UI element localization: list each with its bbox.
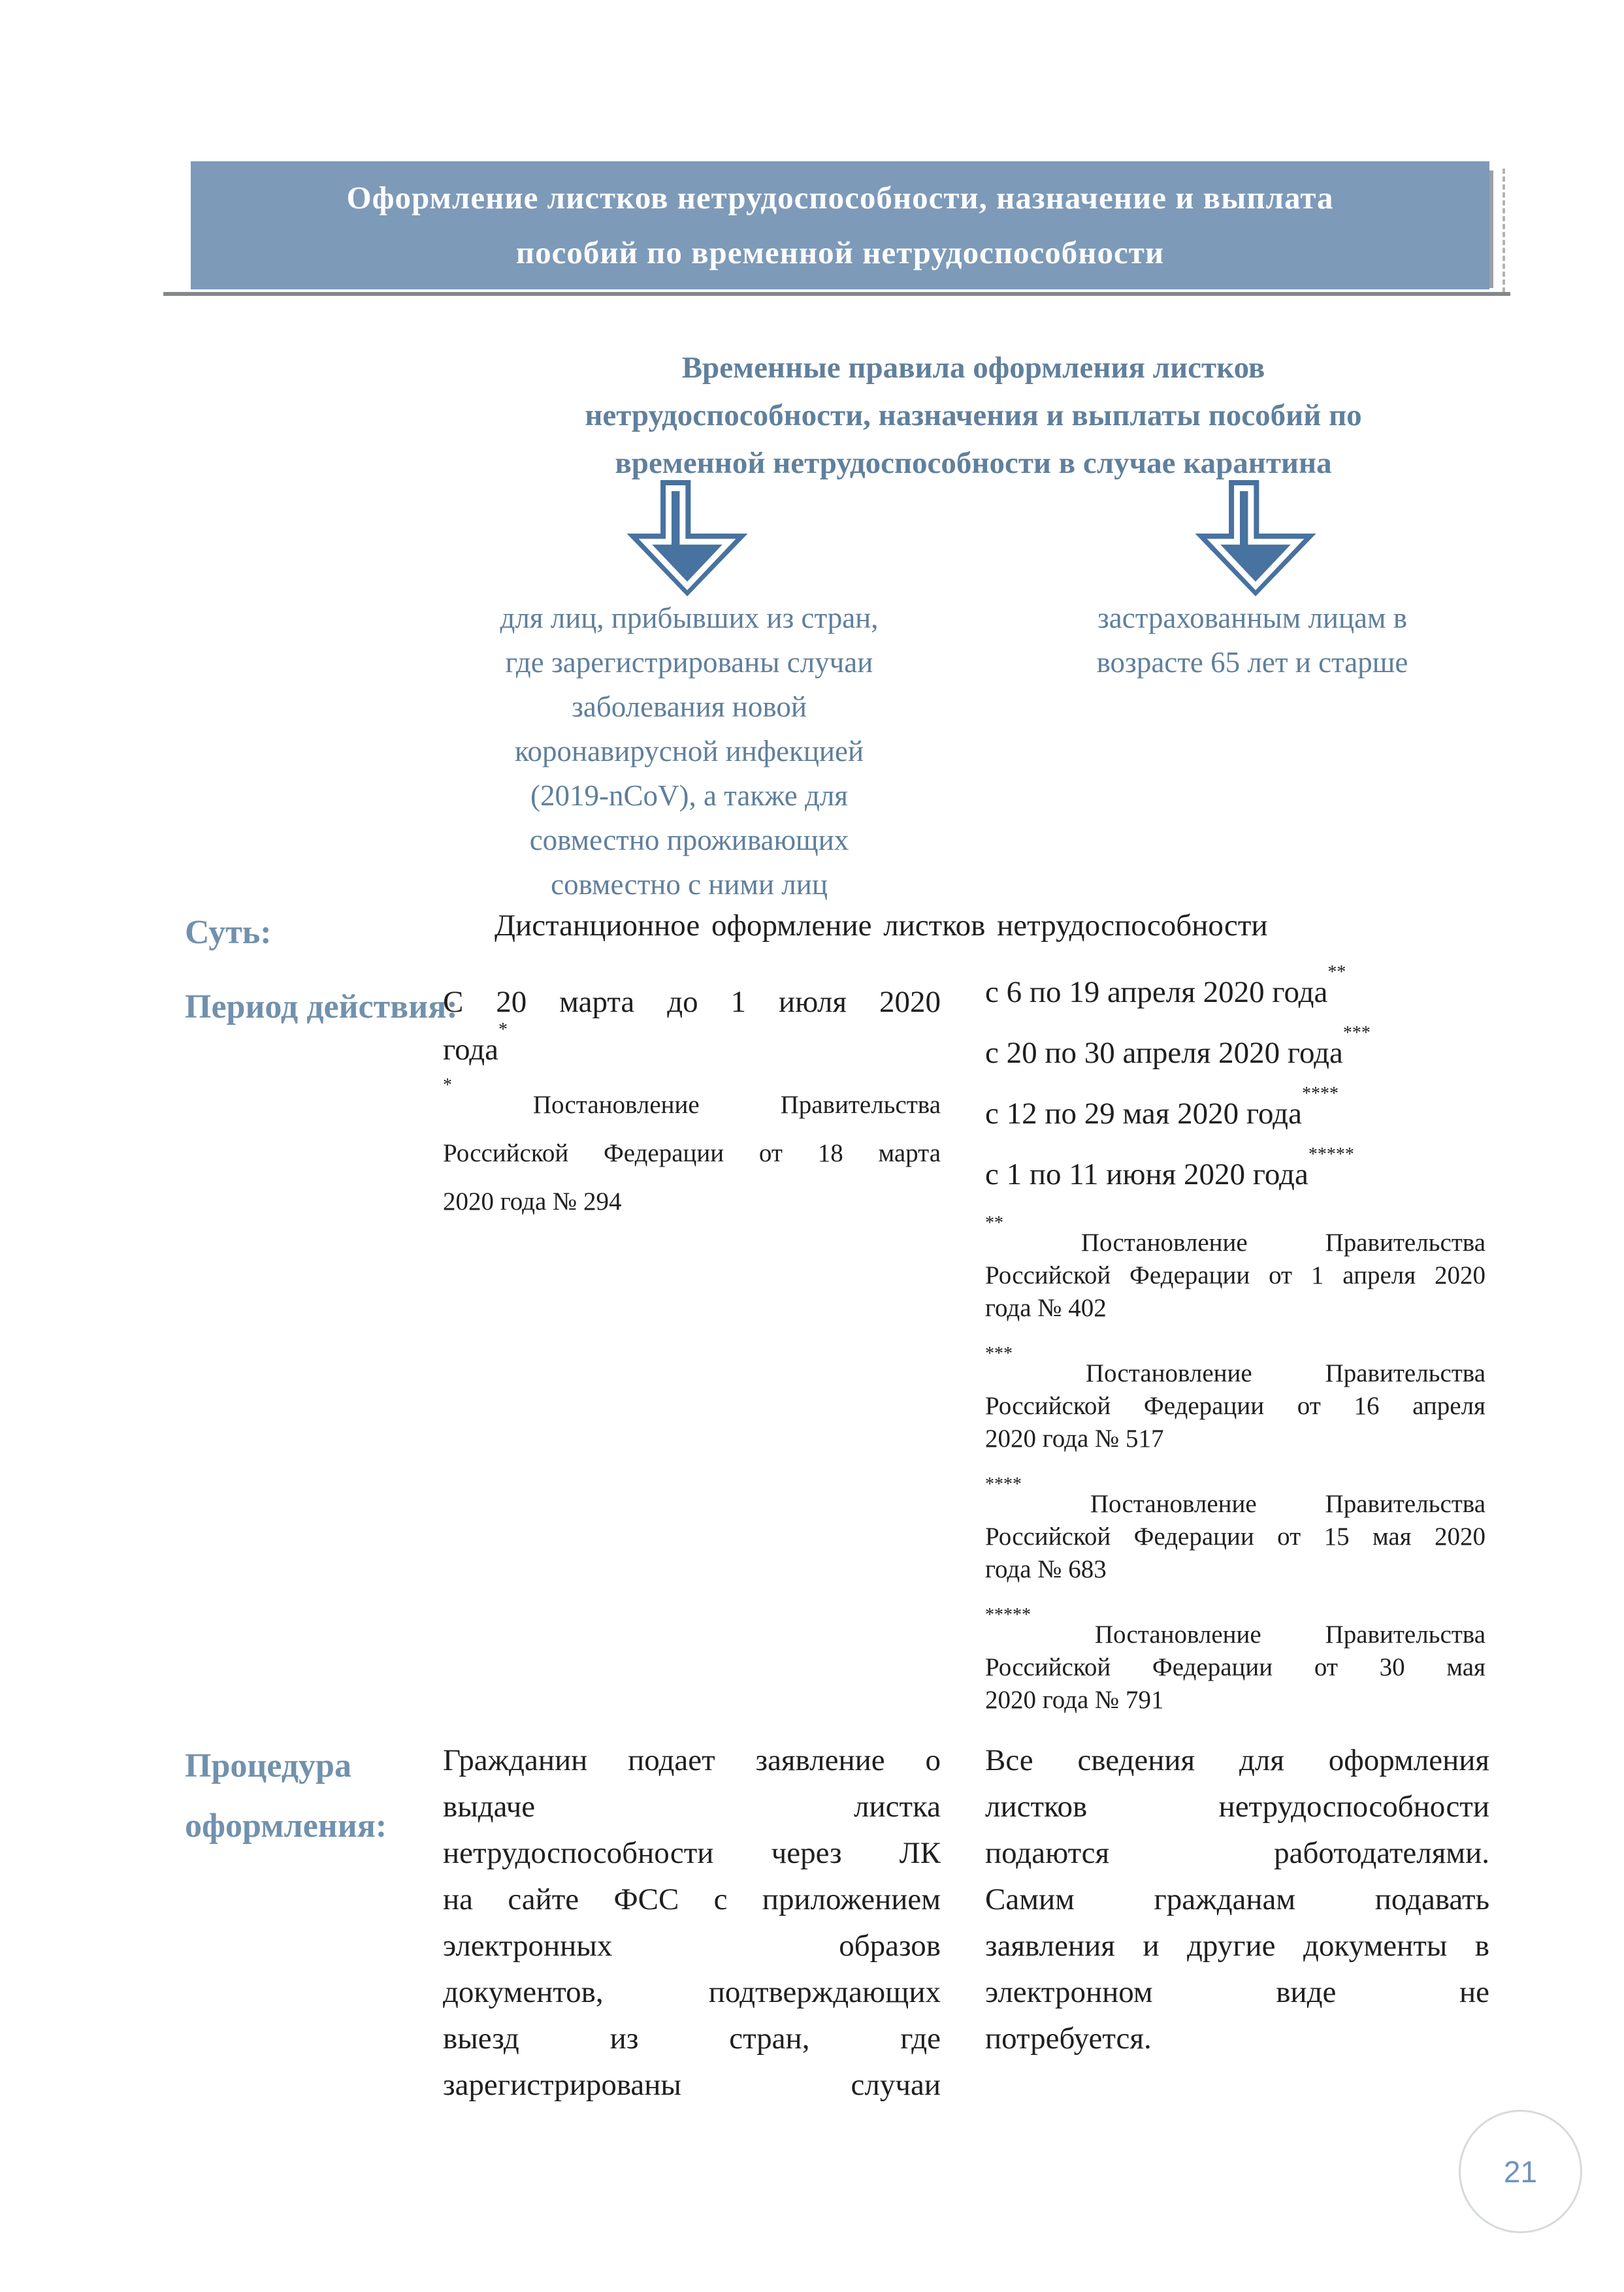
- down-arrow-icon: [1184, 480, 1327, 596]
- page-title: Оформление листков нетрудоспособности, назначение и выплата: [346, 180, 1334, 216]
- period-label: Период действия:: [185, 988, 458, 1025]
- procedure-left-value: Гражданин подает заявление о выдаче листка нетрудоспособности через ЛК на сайте ФСС с приложением электронных образов документов, подтверждающих выезд из стран, где зарегистрированы случаи: [443, 1743, 941, 2102]
- footnote-marker: *: [498, 1020, 508, 1041]
- branch-right-description: [988, 596, 1517, 685]
- period-left-value: [443, 978, 941, 1074]
- branch-left-description: [425, 596, 954, 907]
- branch-left-line: совместно с ними лиц: [551, 868, 828, 901]
- down-arrow-icon: [615, 480, 759, 596]
- date-range: с 6 по 19 апреля 2020 года**: [985, 962, 1346, 1009]
- period-left-line: года*: [443, 1020, 508, 1067]
- subtitle-line: Временные правила оформления листков: [681, 351, 1265, 385]
- page-number: 21: [1503, 2154, 1538, 2189]
- footnote-line: 2020 года № 294: [443, 1187, 622, 1216]
- branch-left-line: для лиц, прибывших из стран,: [500, 602, 879, 634]
- branch-left-line: где зарегистрированы случаи: [505, 646, 873, 679]
- footnote-marker: *****: [1308, 1144, 1354, 1165]
- subtitle-line: временной нетрудоспособности в случае карантина: [615, 446, 1332, 480]
- period-right-footnotes: [985, 1213, 1486, 1749]
- footnote-marker: ****: [1301, 1084, 1339, 1105]
- footnote-marker: ***: [985, 1344, 1013, 1364]
- page-title: пособий по временной нетрудоспособности: [515, 234, 1165, 270]
- footnote-marker: *: [443, 1075, 452, 1095]
- footnote-marker: ****: [985, 1474, 1022, 1494]
- footnote-line: Российской Федерации от 18 марта: [443, 1139, 941, 1167]
- date-range: с 20 по 30 апреля 2020 года***: [985, 1023, 1371, 1070]
- footnote: ** Постановление Правительства Российской Федерации от 1 апреля 2020 года № 402: [985, 1213, 1486, 1322]
- footnote-marker: **: [985, 1213, 1003, 1233]
- procedure-right-value: Все сведения для оформления листков нетрудоспособности подаются работодателями. Самим гражданам подавать заявления и другие документы в электронном виде не потребуется.: [985, 1743, 1489, 2056]
- branch-left-line: коронавирусной инфекцией: [514, 735, 864, 767]
- footnote-marker: ***: [1342, 1023, 1371, 1044]
- essence-value: Дистанционное оформление листков нетрудоспособности: [495, 909, 1268, 943]
- essence-label: Суть:: [185, 914, 272, 951]
- banner-divider: [163, 292, 1510, 296]
- date-range: с 12 по 29 мая 2020 года****: [985, 1084, 1339, 1131]
- branch-right-line: возрасте 65 лет и старше: [1096, 646, 1408, 679]
- period-right-dates: [985, 962, 1491, 1220]
- branch-left-line: заболевания новой: [572, 690, 807, 723]
- footnote: **** Постановление Правительства Российской Федерации от 15 мая 2020 года № 683: [985, 1474, 1486, 1583]
- subtitle-line: нетрудоспособности, назначения и выплаты пособий по: [585, 398, 1362, 432]
- section-subtitle: [392, 344, 1555, 487]
- footnote: *** Постановление Правительства Российской Федерации от 16 апреля 2020 года № 517: [985, 1344, 1486, 1453]
- page-title-banner: [191, 161, 1489, 289]
- period-footnote: [443, 1075, 941, 1226]
- footnote-marker: *****: [985, 1605, 1031, 1625]
- banner-shadow: [1502, 169, 1505, 293]
- footnote: ***** Постановление Правительства Российской Федерации от 30 мая 2020 года № 791: [985, 1605, 1486, 1714]
- footnote-line: * Постановление Правительства: [443, 1075, 941, 1119]
- date-range: с 1 по 11 июня 2020 года*****: [985, 1144, 1354, 1191]
- page-number-badge: [1459, 2110, 1582, 2233]
- procedure-label: Процедура оформления:: [185, 1747, 387, 1845]
- branch-left-line: (2019-nCoV), а также для: [530, 779, 848, 812]
- footnote-marker: **: [1327, 962, 1346, 983]
- period-left-line: С 20 марта до 1 июля 2020: [443, 985, 941, 1019]
- branch-right-line: застрахованным лицам в: [1097, 602, 1408, 634]
- branch-left-line: совместно проживающих: [529, 824, 849, 856]
